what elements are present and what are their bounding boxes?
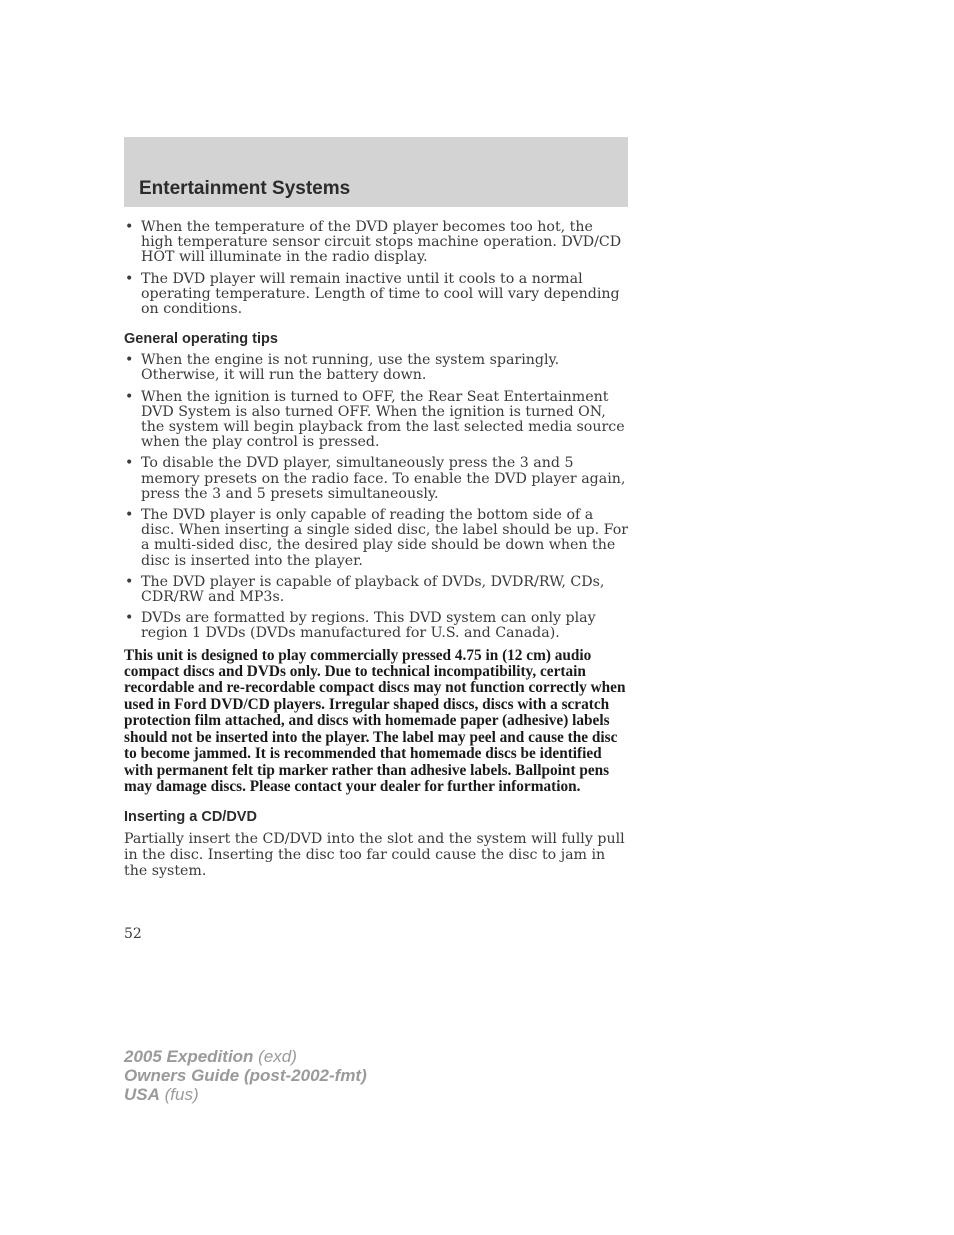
list-item: • The DVD player is only capable of reading the bottom side of a disc. When inserting a single sided disc, the label should be up. For a multi-sided disc, the desired play side should be down when the disc is inserted into the player. bbox=[125, 507, 629, 569]
tips-bullet-list bbox=[124, 353, 629, 641]
inserting-paragraph: Partially insert the CD/DVD into the slot and the system will fully pull in the disc. Inserting the disc too far could cause the disc to jam in the system. bbox=[124, 831, 625, 880]
page-number: 52 bbox=[124, 926, 142, 942]
list-item: • To disable the DVD player, simultaneously press the 3 and 5 memory presets on the radio face. To enable the DVD player again, press the 3 and 5 presets simultaneously. bbox=[125, 455, 626, 502]
bullet-icon: • bbox=[125, 455, 134, 472]
list-item: • DVDs are formatted by regions. This DVD system can only play region 1 DVDs (DVDs manufactured for U.S. and Canada). bbox=[125, 610, 596, 642]
intro-bullet-list bbox=[124, 220, 629, 317]
bullet-icon: • bbox=[125, 610, 134, 627]
bullet-icon: • bbox=[125, 507, 134, 524]
list-item: • When the temperature of the DVD player becomes too hot, the high temperature sensor circuit stops machine operation. DVD/CD HOT will illuminate in the radio display. bbox=[125, 219, 622, 266]
document-footer bbox=[124, 1047, 367, 1104]
inserting-heading: Inserting a CD/DVD bbox=[124, 809, 257, 826]
footer-line-model: 2005 Expedition (exd) bbox=[124, 1047, 297, 1066]
section-header-band bbox=[124, 137, 628, 207]
list-item: • The DVD player will remain inactive until it cools to a normal operating temperature. Length of time to cool will vary depending on conditions. bbox=[125, 270, 620, 318]
list-item: • When the ignition is turned to OFF, the Rear Seat Entertainment DVD System is also turned OFF. When the ignition is turned ON, the system will begin playback from the last selected media source when the play control is pressed. bbox=[125, 388, 625, 451]
bullet-icon: • bbox=[125, 573, 134, 590]
bullet-icon: • bbox=[125, 352, 134, 369]
section-title: Entertainment Systems bbox=[139, 178, 351, 199]
page-content bbox=[124, 220, 629, 879]
bullet-icon: • bbox=[125, 270, 134, 287]
bullet-icon: • bbox=[125, 388, 134, 405]
footer-line-guide: Owners Guide (post-2002-fmt) bbox=[124, 1066, 367, 1085]
bullet-icon: • bbox=[125, 219, 134, 235]
footer-line-region: USA (fus) bbox=[124, 1085, 199, 1104]
list-item: • The DVD player is capable of playback of DVDs, DVDR/RW, CDs, CDR/RW and MP3s. bbox=[125, 573, 605, 606]
list-item: • When the engine is not running, use the system sparingly. Otherwise, it will run the battery down. bbox=[125, 352, 560, 384]
disc-warning-paragraph: This unit is designed to play commercially pressed 4.75 in (12 cm) audio compact discs and DVDs only. Due to technical incompatibility, certain recordable and re-recordable compact discs may not function correctly when used in Ford DVD/CD players. Irregular shaped discs, discs with a scratch protection film attached, and discs with homemade paper (adhesive) labels should not be inserted into the player. The label may peel and cause the disc to become jammed. It is recommended that homemade discs be identified with permanent felt tip marker rather than adhesive labels. Ballpoint pens may damage discs. Please contact your dealer for further information. bbox=[124, 646, 626, 795]
tips-heading: General operating tips bbox=[124, 331, 278, 348]
